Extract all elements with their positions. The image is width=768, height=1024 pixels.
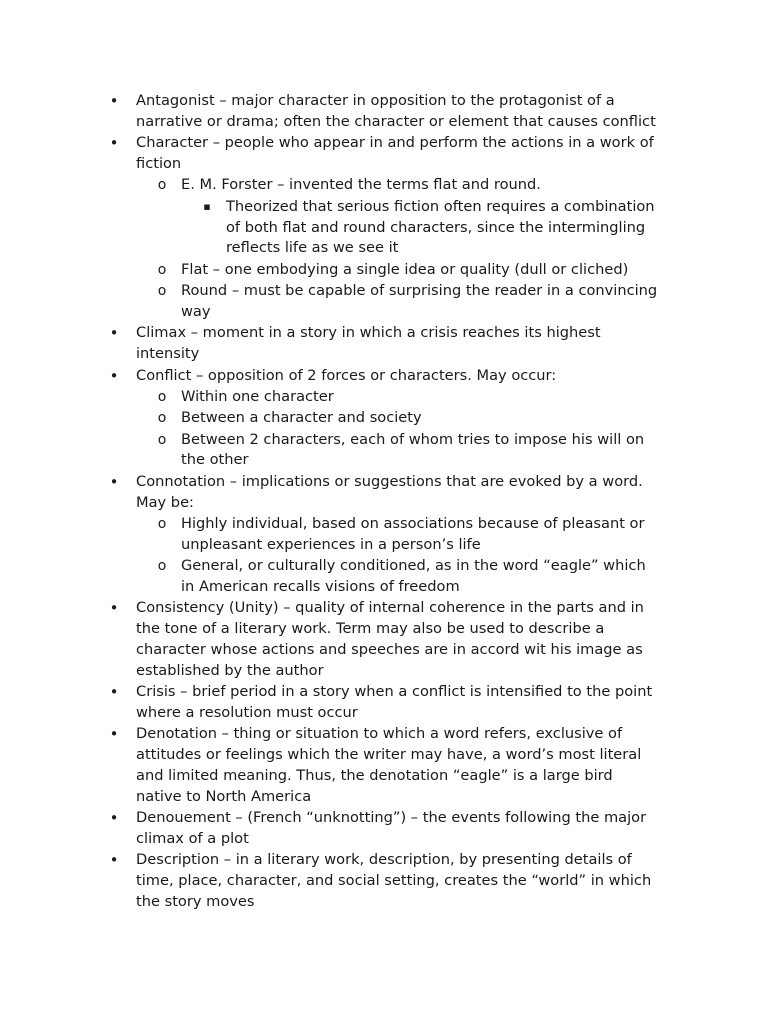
list-item-continuation-line — [0, 892, 768, 913]
list-item-continuation-line — [0, 344, 768, 365]
list-item-text: Climax – moment in a story in which a crisis reaches its highest — [136, 324, 601, 342]
sub-bullet-marker: o — [157, 431, 167, 448]
list-item-text: where a resolution must occur — [136, 704, 358, 722]
list-item-continuation-line — [0, 661, 768, 682]
list-item-text: established by the author — [136, 661, 324, 679]
list-item-line — [0, 408, 768, 429]
bullet-marker: • — [109, 599, 119, 618]
list-item-continuation-line — [0, 829, 768, 850]
list-item-continuation-line — [0, 450, 768, 471]
list-item-text: Antagonist – major character in opposition to the protagonist of a — [136, 92, 615, 109]
list-item-text: May be: — [136, 493, 194, 511]
list-item-text: reflects life as we see it — [226, 239, 399, 257]
list-item-text: attitudes or feelings which the writer may have, a word’s most literal — [136, 746, 642, 764]
list-item-continuation-line — [0, 535, 768, 556]
bullet-marker: • — [109, 851, 119, 870]
list-item-line — [0, 514, 768, 535]
list-item-continuation-line — [0, 640, 768, 661]
bullet-marker: • — [109, 92, 119, 110]
list-item-line — [0, 387, 768, 408]
list-item-text: Crisis – brief period in a story when a conflict is intensified to the point — [136, 683, 653, 701]
list-item-text: native to North America — [136, 787, 312, 805]
list-item-continuation-line — [0, 238, 768, 259]
list-item-text: Denotation – thing or situation to which a word refers, exclusive of — [136, 725, 623, 743]
bullet-marker: • — [109, 472, 119, 491]
list-item-text: and limited meaning. Thus, the denotation “eagle” is a large bird — [136, 767, 613, 784]
list-item-text: Conflict – opposition of 2 forces or characters. May occur: — [136, 366, 557, 384]
list-item-text: Theorized that serious fiction often requires a combination — [226, 197, 655, 215]
list-item-line — [0, 197, 768, 218]
list-item-line — [0, 682, 768, 703]
list-item-text: General, or culturally conditioned, as in the word “eagle” which — [181, 557, 646, 575]
list-item-text: the tone of a literary work. Term may also be used to describe a — [136, 620, 605, 638]
list-item-text: intensity — [136, 345, 200, 363]
list-item-continuation-line — [0, 766, 768, 787]
list-item-line — [0, 281, 768, 302]
list-item-text: unpleasant experiences in a person’s life — [181, 535, 481, 553]
sub-bullet-marker: o — [157, 558, 167, 575]
list-item-line — [0, 808, 768, 829]
list-item-text: Flat – one embodying a single idea or quality (dull or cliched) — [181, 260, 629, 278]
list-item-text: E. M. Forster – invented the terms flat and round. — [181, 176, 541, 194]
list-item-line — [0, 850, 768, 871]
list-item-continuation-line — [0, 745, 768, 766]
bullet-marker: • — [109, 725, 119, 744]
list-item-text: Between 2 characters, each of whom tries to impose his will on — [181, 430, 645, 448]
list-item-line — [0, 260, 768, 281]
list-item-line — [0, 556, 768, 577]
list-item-line — [0, 724, 768, 745]
sub-bullet-marker: o — [157, 516, 167, 533]
square-bullet-marker: ▪ — [203, 199, 211, 213]
list-item-line — [0, 91, 768, 112]
list-item-text: fiction — [136, 154, 182, 172]
sub-bullet-marker: o — [157, 177, 167, 194]
sub-bullet-marker: o — [157, 283, 167, 300]
list-item-text: the story moves — [136, 892, 255, 910]
list-item-line — [0, 175, 768, 196]
list-item-continuation-line — [0, 619, 768, 640]
list-item-text: way — [181, 302, 211, 320]
list-item-text: Consistency (Unity) – quality of internal coherence in the parts and in — [136, 599, 644, 617]
bullet-marker: • — [109, 134, 119, 153]
glossary-list — [0, 91, 768, 913]
list-item-continuation-line — [0, 871, 768, 892]
list-item-text: time, place, character, and social setting, creates the “world” in which — [136, 872, 652, 890]
bullet-marker: • — [109, 683, 119, 702]
list-item-line — [0, 472, 768, 493]
bullet-marker: • — [109, 324, 119, 343]
list-item-continuation-line — [0, 787, 768, 808]
list-item-continuation-line — [0, 302, 768, 323]
list-item-text: Round – must be capable of surprising the reader in a convincing — [181, 282, 658, 300]
list-item-text: Description – in a literary work, description, by presenting details of — [136, 851, 632, 869]
list-item-text: Within one character — [181, 387, 334, 405]
sub-bullet-marker: o — [157, 261, 167, 278]
list-item-line — [0, 430, 768, 451]
bullet-marker: • — [109, 809, 119, 828]
list-item-continuation-line — [0, 112, 768, 133]
list-item-text: character whose actions and speeches are in accord wit his image as — [136, 641, 643, 659]
list-item-line — [0, 133, 768, 154]
list-item-continuation-line — [0, 703, 768, 724]
list-item-line — [0, 598, 768, 619]
sub-bullet-marker: o — [157, 410, 167, 427]
list-item-text: in American recalls visions of freedom — [181, 578, 460, 596]
list-item-text: of both flat and round characters, since the intermingling — [226, 218, 646, 236]
list-item-continuation-line — [0, 493, 768, 514]
list-item-continuation-line — [0, 218, 768, 239]
list-item-text: Denouement – (French “unknotting”) – the events following the major — [136, 809, 647, 827]
list-item-text: climax of a plot — [136, 829, 249, 847]
list-item-text: Highly individual, based on associations because of pleasant or — [181, 515, 645, 533]
list-item-line — [0, 323, 768, 344]
list-item-text: Between a character and society — [181, 409, 422, 427]
list-item-text: the other — [181, 451, 249, 469]
sub-bullet-marker: o — [157, 388, 167, 405]
list-item-text: narrative or drama; often the character or element that causes conflict — [136, 112, 656, 130]
bullet-marker: • — [109, 366, 119, 385]
list-item-text: Character – people who appear in and perform the actions in a work of — [136, 134, 654, 152]
list-item-continuation-line — [0, 154, 768, 175]
list-item-text: Connotation – implications or suggestions that are evoked by a word. — [136, 472, 643, 490]
list-item-line — [0, 366, 768, 387]
list-item-continuation-line — [0, 577, 768, 598]
